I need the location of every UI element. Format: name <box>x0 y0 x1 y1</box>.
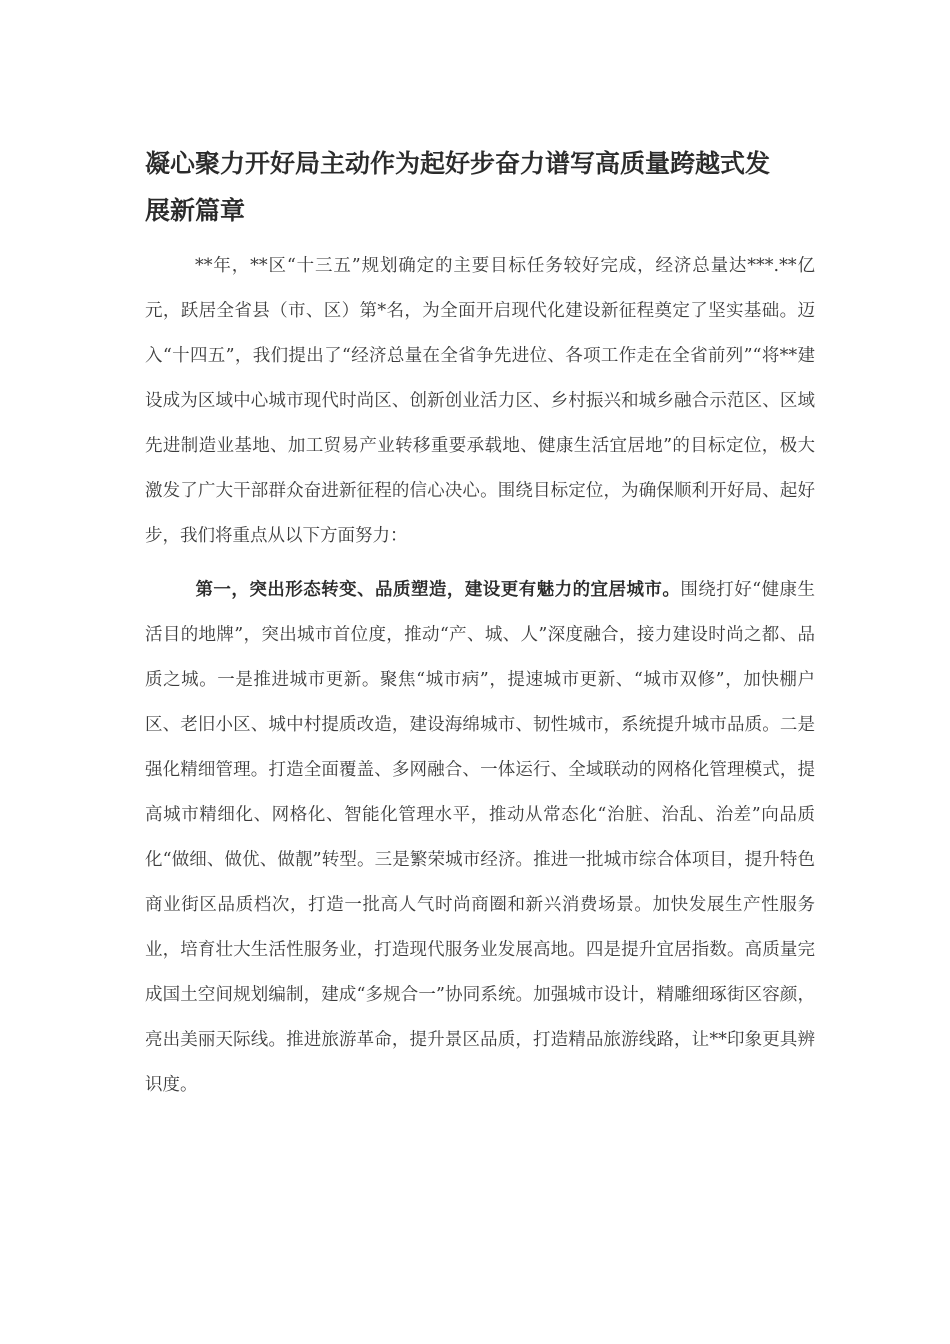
paragraph-first-point-text: 围绕打好“健康生活目的地牌”，突出城市首位度，推动“产、城、人”深度融合，接力建设时尚之都、品质之城。一是推进城市更新。聚焦“城市病”，提速城市更新、“城市双修”，加快棚户区、老旧小区、城中村提质改造，建设海绵城市、韧性城市，系统提升城市品质。二是强化精细管理。打造全面覆盖、多网融合、一体运行、全域联动的网格化管理模式，提高城市精细化、网格化、智能化管理水平，推动从常态化“治脏、治乱、治差”向品质化“做细、做优、做靓”转型。三是繁荣城市经济。推进一批城市综合体项目，提升特色商业街区品质档次，打造一批高人气时尚商圈和新兴消费场景。加快发展生产性服务业，培育壮大生活性服务业，打造现代服务业发展高地。四是提升宜居指数。高质量完成国土空间规划编制，建成“多规合一”协同系统。加强城市设计，精雕细琢街区容颜，亮出美丽天际线。推进旅游革命，提升景区品质，打造精品旅游线路，让**印象更具辨识度。 <box>145 580 815 1095</box>
paragraph-intro-text: **年，**区“十三五”规划确定的主要目标任务较好完成，经济总量达***.**亿元，跃居全省县（市、区）第*名，为全面开启现代化建设新征程奠定了坚实基础。迈入“十四五”，我们提出了“经济总量在全省争先进位、各项工作走在全省前列”“将**建设成为区域中心城市现代时尚区、创新创业活力区、乡村振兴和城乡融合示范区、区域先进制造业基地、加工贸易产业转移重要承载地、健康生活宜居地”的目标定位，极大激发了广大干部群众奋进新征程的信心决心。围绕目标定位，为确保顺利开好局、起好步，我们将重点从以下方面努力： <box>145 256 815 546</box>
paragraph-first-point <box>145 568 815 1108</box>
paragraph-intro <box>145 244 815 559</box>
paragraph-first-point-lead: 第一，突出形态转变、品质塑造，建设更有魅力的宜居城市。 <box>195 580 681 600</box>
document-title: 凝心聚力开好局主动作为起好步奋力谱写高质量跨越式发展新篇章 <box>145 149 771 225</box>
